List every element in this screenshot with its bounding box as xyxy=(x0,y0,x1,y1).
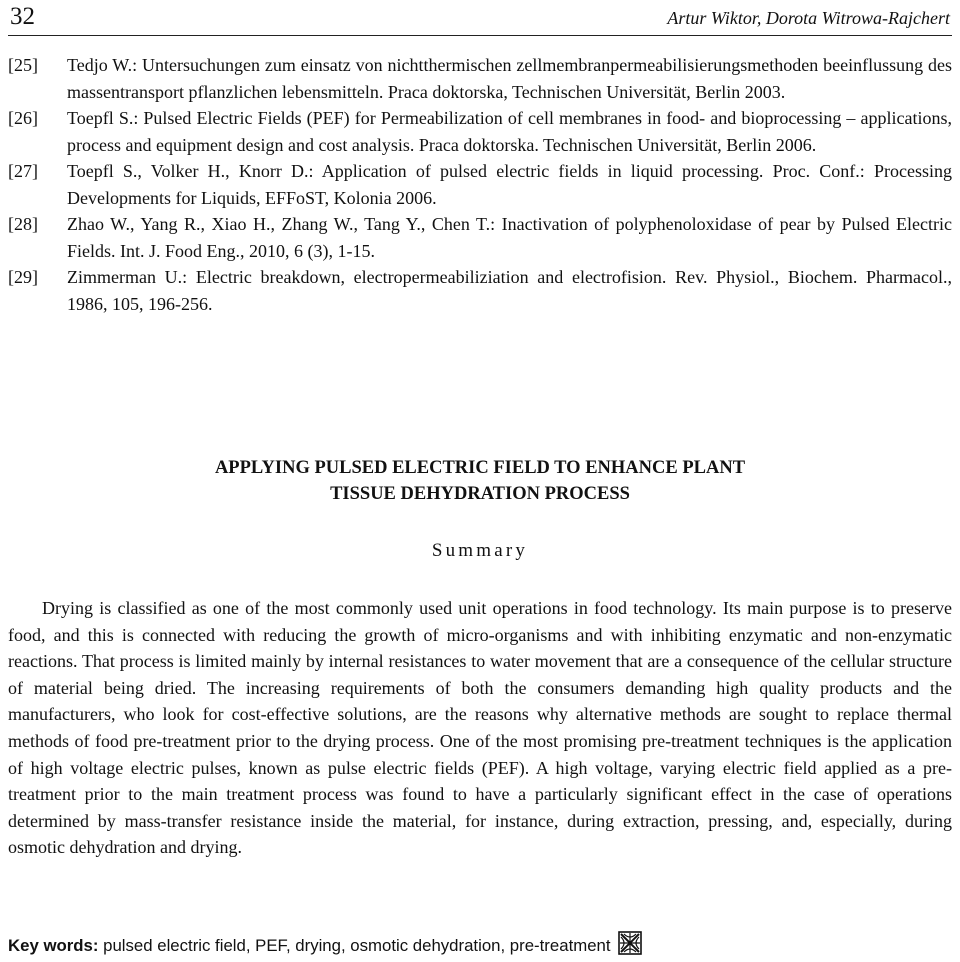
reference-item xyxy=(8,264,952,317)
ornament-end-svg xyxy=(618,931,642,955)
reference-number: [29] xyxy=(8,267,38,287)
page-header xyxy=(8,2,952,36)
reference-text: Zimmerman U.: Electric breakdown, electropermeabiliziation and electrofision. Rev. Physiol., Biochem. Pharmacol., 1986, 105, 196-256. xyxy=(67,267,952,314)
reference-number: [28] xyxy=(8,214,38,234)
keywords-text: pulsed electric field, PEF, drying, osmotic dehydration, pre-treatment xyxy=(98,936,611,955)
reference-number: [26] xyxy=(8,108,38,128)
summary-text: Drying is classified as one of the most commonly used unit operations in food technology. Its main purpose is to preserve food, and this is connected with reducing the growth of micro-organisms and with inhibiting enzymatic and non-enzymatic reactions. That process is limited mainly by internal resistances to water movement that are a consequence of the cellular structure of material being dried. The increasing requirements of both the consumers demanding high quality products and the manufacturers, who look for cost-effective solutions, are the reasons why alternative methods are sought to replace thermal methods of food pre-treatment prior to the drying process. One of the most promising pre-treatment techniques is the application of high voltage electric pulses, known as pulse electric fields (PEF). A high voltage, varying electric field applied as a pre-treatment prior to the main treatment process was found to have a particularly significant effect in the case of operations determined by mass-transfer resistance inside the material, for instance, during extraction, pressing, and, especially, during osmotic dehydration and drying. xyxy=(8,598,952,858)
keywords-line xyxy=(8,931,952,962)
ornament-end-icon xyxy=(618,931,642,962)
keywords-label: Key words: xyxy=(8,936,99,955)
reference-text: Zhao W., Yang R., Xiao H., Zhang W., Tang Y., Chen T.: Inactivation of polyphenoloxidase of pear by Pulsed Electric Fields. Int. J. Food Eng., 2010, 6 (3), 1-15. xyxy=(67,214,952,261)
reference-list xyxy=(8,52,952,317)
page-number: 32 xyxy=(10,3,35,30)
reference-text: Tedjo W.: Untersuchungen zum einsatz von nichtthermischen zellmembranpermeabilisierungsmethoden beeinflussung des massentransport pflanzlichen lebensmitteln. Praca doktorska, Technischen Universität, Berlin 2003. xyxy=(67,55,952,102)
reference-text: Toepfl S.: Pulsed Electric Fields (PEF) for Permeabilization of cell membranes in food- and bioprocessing – applications, process and equipment design and cost analysis. Praca doktorska. Technischen Universität, Berlin 2006. xyxy=(67,108,952,155)
reference-item xyxy=(8,211,952,264)
summary-heading: Summary xyxy=(431,540,529,561)
reference-item xyxy=(8,158,952,211)
reference-number: [27] xyxy=(8,161,38,181)
reference-item xyxy=(8,105,952,158)
article-title-line-2: TISSUE DEHYDRATION PROCESS xyxy=(330,484,630,504)
article-title-block xyxy=(8,455,952,564)
reference-item xyxy=(8,52,952,105)
reference-text: Toepfl S., Volker H., Knorr D.: Application of pulsed electric fields in liquid processing. Proc. Conf.: Processing Developments for Liquids, EFFoST, Kolonia 2006. xyxy=(67,161,952,208)
article-title-line-1: APPLYING PULSED ELECTRIC FIELD TO ENHANCE PLANT xyxy=(214,458,746,478)
running-head-authors: Artur Wiktor, Dorota Witrowa-Rajchert xyxy=(667,8,950,28)
reference-number: [25] xyxy=(8,55,38,75)
